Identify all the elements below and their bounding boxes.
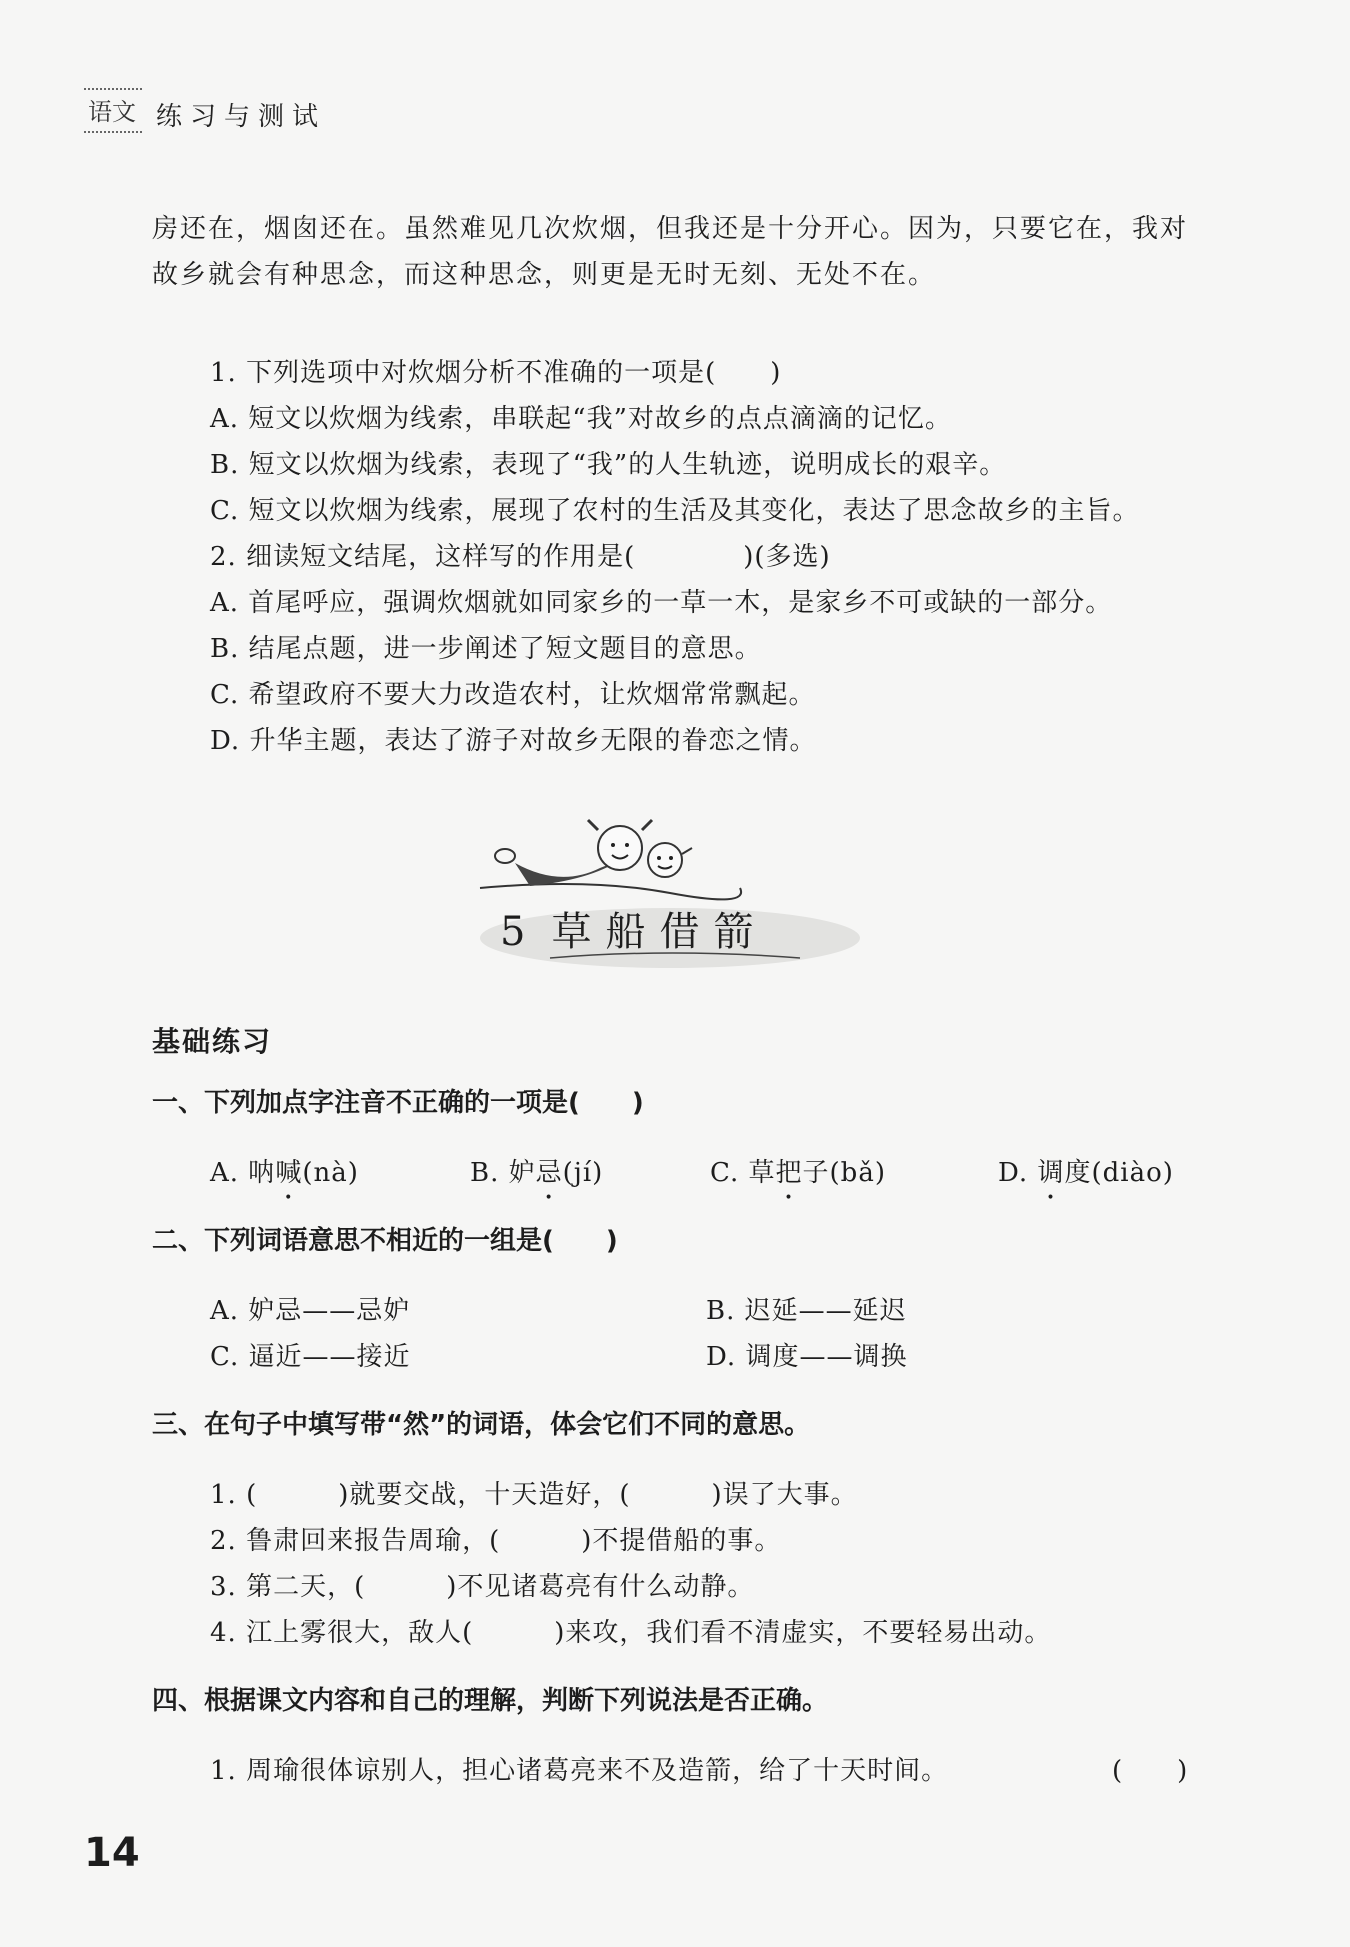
reading-question-2: 2. 细读短文结尾，这样写的作用是( )(多选)	[210, 542, 831, 572]
q1-d-pre: D.	[998, 1158, 1038, 1188]
reading-option-1c: C. 短文以炊烟为线索，展现了农村的生活及其变化，表达了思念故乡的主旨。	[210, 496, 1140, 526]
chapter-title	[500, 900, 767, 957]
q1-option-c	[710, 1152, 886, 1189]
running-header	[84, 88, 326, 133]
q4-item-1-answer-paren: ( )	[1112, 1756, 1189, 1786]
q1-c-pinyin: (bǎ)	[829, 1158, 886, 1188]
q1-c-pre: C. 草	[710, 1158, 776, 1188]
q1-d-post: 度	[1064, 1158, 1092, 1188]
reading-option-2c: C. 希望政府不要大力改造农村，让炊烟常常飘起。	[210, 680, 816, 710]
reading-option-1a: A. 短文以炊烟为线索，串联起“我”对故乡的点点滴滴的记忆。	[210, 404, 952, 434]
book-title: 练习与测试	[156, 102, 327, 132]
q1-a-pinyin: (nà)	[302, 1158, 359, 1188]
q1-a-pre: A. 呐	[210, 1158, 276, 1188]
q3-item-2: 2. 鲁肃回来报告周瑜，( )不提借船的事。	[210, 1526, 782, 1556]
q1-d-dot: 调	[1037, 1158, 1065, 1188]
q2-option-c: C. 逼近——接近	[210, 1342, 411, 1372]
q1-c-post: 子	[802, 1158, 830, 1188]
passage-line-1: 房还在，烟囱还在。虽然难见几次炊烟，但我还是十分开心。因为，只要它在，我对	[152, 214, 1189, 244]
question-1-title: 一、下列加点字注音不正确的一项是( )	[152, 1088, 644, 1118]
question-3-title: 三、在句子中填写带“然”的词语，体会它们不同的意思。	[152, 1410, 811, 1440]
q1-b-dot: 忌	[535, 1158, 563, 1188]
passage-line-2: 故乡就会有种思念，而这种思念，则更是无时无刻、无处不在。	[152, 260, 937, 290]
reading-option-1b: B. 短文以炊烟为线索，表现了“我”的人生轨迹，说明成长的艰辛。	[210, 450, 1007, 480]
reading-option-2a: A. 首尾呼应，强调炊烟就如同家乡的一草一木，是家乡不可或缺的一部分。	[210, 588, 1113, 618]
chapter-number: 5	[500, 909, 526, 955]
reading-option-2b: B. 结尾点题，进一步阐述了短文题目的意思。	[210, 634, 762, 664]
question-2-title: 二、下列词语意思不相近的一组是( )	[152, 1226, 618, 1256]
q3-item-1: 1. ( )就要交战，十天造好，( )误了大事。	[210, 1480, 858, 1510]
q1-c-dot: 把	[775, 1158, 803, 1188]
reading-option-2d: D. 升华主题，表达了游子对故乡无限的眷恋之情。	[210, 726, 817, 756]
q4-item-1: 1. 周瑜很体谅别人，担心诸葛亮来不及造箭，给了十天时间。	[210, 1756, 949, 1786]
q2-option-b: B. 迟延——延迟	[706, 1296, 907, 1326]
page-number: 14	[84, 1830, 140, 1876]
q1-option-a	[210, 1152, 359, 1189]
q1-a-dot: 喊	[275, 1158, 303, 1188]
q2-option-d: D. 调度——调换	[706, 1342, 908, 1372]
q1-b-pinyin: (jí)	[562, 1158, 604, 1188]
q3-item-4: 4. 江上雾很大，敌人( )来攻，我们看不清虚实，不要轻易出动。	[210, 1618, 1052, 1648]
q3-item-3: 3. 第二天，( )不见诸葛亮有什么动静。	[210, 1572, 755, 1602]
q2-option-a: A. 妒忌——忌妒	[210, 1296, 411, 1326]
question-4-title: 四、根据课文内容和自己的理解，判断下列说法是否正确。	[152, 1686, 829, 1716]
subject-tag: 语文	[84, 88, 142, 133]
q1-option-b	[470, 1152, 603, 1189]
q1-d-pinyin: (diào)	[1091, 1158, 1174, 1188]
reading-question-1: 1. 下列选项中对炊烟分析不准确的一项是( )	[210, 358, 782, 388]
q1-b-pre: B. 妒	[470, 1158, 536, 1188]
chapter-name: 草船借箭	[551, 909, 768, 955]
section-basic-practice: 基础练习	[152, 1025, 273, 1058]
q1-option-d	[998, 1152, 1174, 1189]
